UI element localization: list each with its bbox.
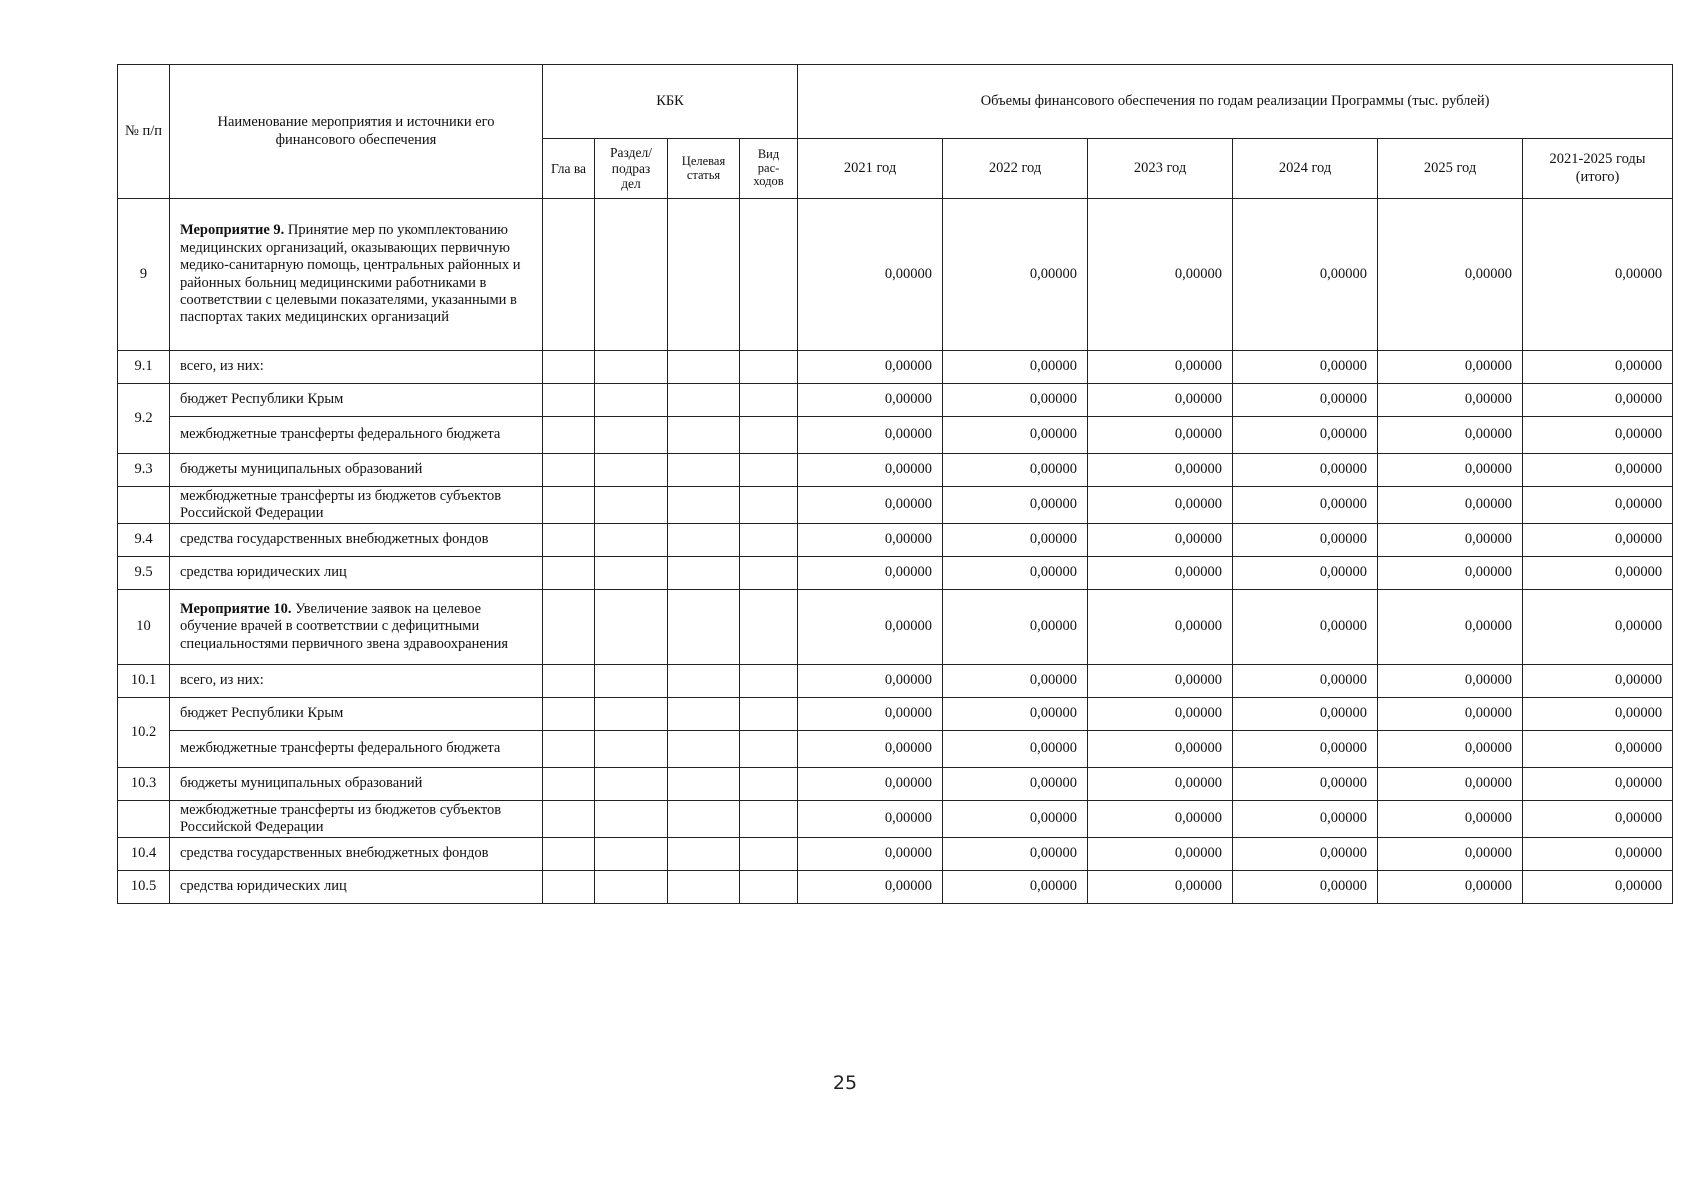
row-num: [118, 801, 170, 838]
row-value: 0,00000: [1523, 665, 1673, 698]
header-year-2022: 2022 год: [943, 139, 1088, 199]
row-value: 0,00000: [943, 768, 1088, 801]
event-9-value: 0,00000: [943, 199, 1088, 351]
row-kbk-cell: [740, 417, 798, 454]
row-value: 0,00000: [1233, 557, 1378, 590]
row-kbk-cell: [740, 838, 798, 871]
row-kbk-cell: [543, 698, 595, 731]
row-value: 0,00000: [1088, 524, 1233, 557]
row-source-name: межбюджетные трансферты из бюджетов субъектов Российской Федерации: [170, 487, 543, 524]
row-kbk-cell: [595, 454, 668, 487]
table-row: [118, 524, 1673, 557]
row-value: 0,00000: [1088, 731, 1233, 768]
row-kbk-cell: [543, 801, 595, 838]
row-kbk-cell: [740, 698, 798, 731]
event-9-title-bold: Мероприятие 9.: [180, 222, 285, 239]
table-row: [118, 557, 1673, 590]
row-kbk-cell: [543, 417, 595, 454]
row-kbk-cell: [543, 454, 595, 487]
row-value: 0,00000: [1233, 801, 1378, 838]
row-kbk-cell: [543, 665, 595, 698]
event-10-num: 10: [118, 590, 170, 665]
row-kbk-cell: [740, 768, 798, 801]
header-glava: Гла ва: [543, 139, 595, 199]
event-10-value: 0,00000: [1523, 590, 1673, 665]
row-value: 0,00000: [943, 384, 1088, 417]
row-kbk-cell: [740, 351, 798, 384]
row-value: 0,00000: [1378, 557, 1523, 590]
row-value: 0,00000: [1088, 417, 1233, 454]
row-value: 0,00000: [1088, 801, 1233, 838]
row-kbk-cell: [668, 665, 740, 698]
row-value: 0,00000: [1378, 838, 1523, 871]
row-num: 9.4: [118, 524, 170, 557]
row-source-name: средства юридических лиц: [170, 871, 543, 904]
row-kbk-cell: [595, 351, 668, 384]
event-9-value: 0,00000: [798, 199, 943, 351]
header-vid: Вид рас- ходов: [740, 139, 798, 199]
row-value: 0,00000: [943, 351, 1088, 384]
row-value: 0,00000: [1378, 417, 1523, 454]
row-kbk-cell: [595, 557, 668, 590]
event-10-value: 0,00000: [798, 590, 943, 665]
row-value: 0,00000: [943, 487, 1088, 524]
financing-table: [117, 64, 1673, 904]
row-value: 0,00000: [798, 351, 943, 384]
row-kbk-cell: [668, 838, 740, 871]
row-kbk-cell: [595, 871, 668, 904]
row-kbk-cell: [595, 801, 668, 838]
table-row: [118, 384, 1673, 417]
header-razdel: Раздел/ подраз дел: [595, 139, 668, 199]
event-10-value: 0,00000: [1233, 590, 1378, 665]
row-kbk-cell: [543, 351, 595, 384]
row-kbk-cell: [543, 731, 595, 768]
row-kbk-cell: [740, 487, 798, 524]
row-value: 0,00000: [1378, 351, 1523, 384]
row-value: 0,00000: [1088, 454, 1233, 487]
row-num: 9.5: [118, 557, 170, 590]
header-year-2024: 2024 год: [1233, 139, 1378, 199]
row-value: 0,00000: [1088, 871, 1233, 904]
row-value: 0,00000: [1233, 351, 1378, 384]
row-value: 0,00000: [1378, 384, 1523, 417]
row-value: 0,00000: [1523, 731, 1673, 768]
header-year-2023: 2023 год: [1088, 139, 1233, 199]
row-value: 0,00000: [798, 838, 943, 871]
event-10-value: 0,00000: [1088, 590, 1233, 665]
row-value: 0,00000: [1378, 698, 1523, 731]
row-kbk-cell: [668, 871, 740, 904]
row-value: 0,00000: [943, 524, 1088, 557]
table-row: [118, 454, 1673, 487]
row-kbk-cell: [668, 454, 740, 487]
row-value: 0,00000: [798, 417, 943, 454]
row-value: 0,00000: [1523, 384, 1673, 417]
row-value: 0,00000: [1378, 768, 1523, 801]
header-num: № п/п: [118, 65, 170, 199]
row-source-name: межбюджетные трансферты федерального бюджета: [170, 417, 543, 454]
table-row: [118, 665, 1673, 698]
row-kbk-cell: [543, 838, 595, 871]
row-kbk-cell: [668, 351, 740, 384]
row-value: 0,00000: [1378, 731, 1523, 768]
row-value: 0,00000: [943, 731, 1088, 768]
row-value: 0,00000: [798, 801, 943, 838]
event-10-title: [170, 590, 543, 665]
row-kbk-cell: [740, 871, 798, 904]
row-source-name: средства государственных внебюджетных фондов: [170, 524, 543, 557]
row-kbk-cell: [595, 487, 668, 524]
row-value: 0,00000: [1523, 801, 1673, 838]
row-value: 0,00000: [1088, 665, 1233, 698]
row-value: 0,00000: [798, 384, 943, 417]
row-value: 0,00000: [943, 698, 1088, 731]
row-value: 0,00000: [1523, 524, 1673, 557]
row-value: 0,00000: [1523, 838, 1673, 871]
table-row: [118, 731, 1673, 768]
row-num: 10.4: [118, 838, 170, 871]
row-value: 0,00000: [1523, 698, 1673, 731]
row-value: 0,00000: [1233, 698, 1378, 731]
row-value: 0,00000: [1233, 384, 1378, 417]
event-10-value: 0,00000: [1378, 590, 1523, 665]
event-10-value: 0,00000: [943, 590, 1088, 665]
row-value: 0,00000: [1088, 384, 1233, 417]
header-celevaya: Целевая статья: [668, 139, 740, 199]
row-kbk-cell: [668, 768, 740, 801]
row-value: 0,00000: [1378, 487, 1523, 524]
row-kbk-cell: [740, 557, 798, 590]
row-value: 0,00000: [1233, 417, 1378, 454]
row-kbk-cell: [543, 487, 595, 524]
row-value: 0,00000: [1523, 871, 1673, 904]
row-value: 0,00000: [798, 698, 943, 731]
row-num: [118, 487, 170, 524]
row-num: 10.5: [118, 871, 170, 904]
event-9-title-rest: Принятие мер по укомплектованию медицинских организаций, оказывающих первичную медико-санитарную помощь, центральных районных и районных больниц медицинскими работниками в соответствии с целевыми показателями, указанными в паспортах таких медицинских организаций: [180, 222, 521, 326]
row-kbk-cell: [740, 454, 798, 487]
row-value: 0,00000: [798, 768, 943, 801]
row-kbk-cell: [543, 768, 595, 801]
row-kbk-cell: [740, 524, 798, 557]
row-value: 0,00000: [1088, 351, 1233, 384]
header-volumes: Объемы финансового обеспечения по годам реализации Программы (тыс. рублей): [798, 65, 1673, 139]
row-source-name: средства государственных внебюджетных фондов: [170, 838, 543, 871]
row-value: 0,00000: [943, 417, 1088, 454]
row-value: 0,00000: [798, 454, 943, 487]
row-source-name: средства юридических лиц: [170, 557, 543, 590]
row-kbk-cell: [595, 731, 668, 768]
row-value: 0,00000: [1088, 768, 1233, 801]
row-kbk-cell: [543, 871, 595, 904]
row-value: 0,00000: [943, 665, 1088, 698]
row-kbk-cell: [543, 524, 595, 557]
event-10-title-bold: Мероприятие 10.: [180, 600, 292, 617]
row-value: 0,00000: [1233, 768, 1378, 801]
row-source-name: бюджеты муниципальных образований: [170, 454, 543, 487]
row-value: 0,00000: [1523, 768, 1673, 801]
row-value: 0,00000: [798, 487, 943, 524]
row-value: 0,00000: [943, 871, 1088, 904]
row-kbk-cell: [668, 698, 740, 731]
event-10-title-rest: Увеличение заявок на целевое обучение врачей в соответствии с дефицитными специальностями первичного звена здравоохранения: [180, 600, 509, 652]
event-9-value: 0,00000: [1088, 199, 1233, 351]
row-source-name: межбюджетные трансферты из бюджетов субъектов Российской Федерации: [170, 801, 543, 838]
header-year-2025: 2025 год: [1378, 139, 1523, 199]
row-value: 0,00000: [1378, 524, 1523, 557]
row-value: 0,00000: [943, 801, 1088, 838]
row-kbk-cell: [595, 838, 668, 871]
header-year-total: 2021-2025 годы (итого): [1523, 139, 1673, 199]
header-year-2021: 2021 год: [798, 139, 943, 199]
row-value: 0,00000: [798, 665, 943, 698]
row-value: 0,00000: [798, 524, 943, 557]
row-value: 0,00000: [1378, 871, 1523, 904]
event-9-row: [118, 199, 1673, 351]
row-value: 0,00000: [1088, 557, 1233, 590]
table-row: [118, 801, 1673, 838]
header-kbk: КБК: [543, 65, 798, 139]
row-value: 0,00000: [1523, 557, 1673, 590]
row-value: 0,00000: [798, 731, 943, 768]
row-value: 0,00000: [1233, 731, 1378, 768]
row-source-name: бюджет Республики Крым: [170, 384, 543, 417]
table-row: [118, 768, 1673, 801]
row-value: 0,00000: [943, 838, 1088, 871]
row-value: 0,00000: [1523, 454, 1673, 487]
row-kbk-cell: [668, 384, 740, 417]
row-num: 9.3: [118, 454, 170, 487]
row-source-name: межбюджетные трансферты федерального бюджета: [170, 731, 543, 768]
row-kbk-cell: [668, 557, 740, 590]
row-kbk-cell: [740, 731, 798, 768]
row-kbk-cell: [595, 698, 668, 731]
event-9-value: 0,00000: [1378, 199, 1523, 351]
row-value: 0,00000: [1378, 454, 1523, 487]
row-value: 0,00000: [1378, 801, 1523, 838]
row-value: 0,00000: [1378, 665, 1523, 698]
row-value: 0,00000: [1523, 487, 1673, 524]
row-kbk-cell: [740, 384, 798, 417]
page-number: 25: [832, 1072, 858, 1094]
row-value: 0,00000: [1233, 665, 1378, 698]
row-value: 0,00000: [1233, 838, 1378, 871]
row-kbk-cell: [668, 801, 740, 838]
row-num: 9.2: [118, 384, 170, 454]
event-9-value: 0,00000: [1233, 199, 1378, 351]
row-kbk-cell: [543, 384, 595, 417]
row-value: 0,00000: [1523, 351, 1673, 384]
row-kbk-cell: [668, 417, 740, 454]
row-source-name: всего, из них:: [170, 351, 543, 384]
row-kbk-cell: [595, 384, 668, 417]
table-row: [118, 698, 1673, 731]
row-value: 0,00000: [1088, 838, 1233, 871]
row-value: 0,00000: [798, 557, 943, 590]
row-num: 9.1: [118, 351, 170, 384]
table-row: [118, 351, 1673, 384]
header-name: Наименование мероприятия и источники его финансового обеспечения: [170, 65, 543, 199]
row-kbk-cell: [595, 665, 668, 698]
table-row: [118, 417, 1673, 454]
table-row: [118, 871, 1673, 904]
row-value: 0,00000: [1233, 487, 1378, 524]
row-kbk-cell: [740, 801, 798, 838]
row-kbk-cell: [668, 524, 740, 557]
event-9-title: [170, 199, 543, 351]
row-kbk-cell: [543, 557, 595, 590]
table-row: [118, 838, 1673, 871]
row-value: 0,00000: [943, 557, 1088, 590]
row-num: 10.2: [118, 698, 170, 768]
row-source-name: всего, из них:: [170, 665, 543, 698]
row-value: 0,00000: [1233, 871, 1378, 904]
row-source-name: бюджет Республики Крым: [170, 698, 543, 731]
row-value: 0,00000: [1233, 524, 1378, 557]
table-body: [118, 199, 1673, 904]
row-kbk-cell: [595, 417, 668, 454]
row-num: 10.3: [118, 768, 170, 801]
row-kbk-cell: [595, 524, 668, 557]
table-row: [118, 487, 1673, 524]
row-kbk-cell: [668, 487, 740, 524]
row-value: 0,00000: [1523, 417, 1673, 454]
row-source-name: бюджеты муниципальных образований: [170, 768, 543, 801]
row-kbk-cell: [595, 768, 668, 801]
event-10-row: [118, 590, 1673, 665]
row-value: 0,00000: [1233, 454, 1378, 487]
row-value: 0,00000: [798, 871, 943, 904]
row-value: 0,00000: [1088, 487, 1233, 524]
event-9-num: 9: [118, 199, 170, 351]
row-value: 0,00000: [1088, 698, 1233, 731]
row-value: 0,00000: [943, 454, 1088, 487]
row-num: 10.1: [118, 665, 170, 698]
event-9-value: 0,00000: [1523, 199, 1673, 351]
row-kbk-cell: [740, 665, 798, 698]
row-kbk-cell: [668, 731, 740, 768]
